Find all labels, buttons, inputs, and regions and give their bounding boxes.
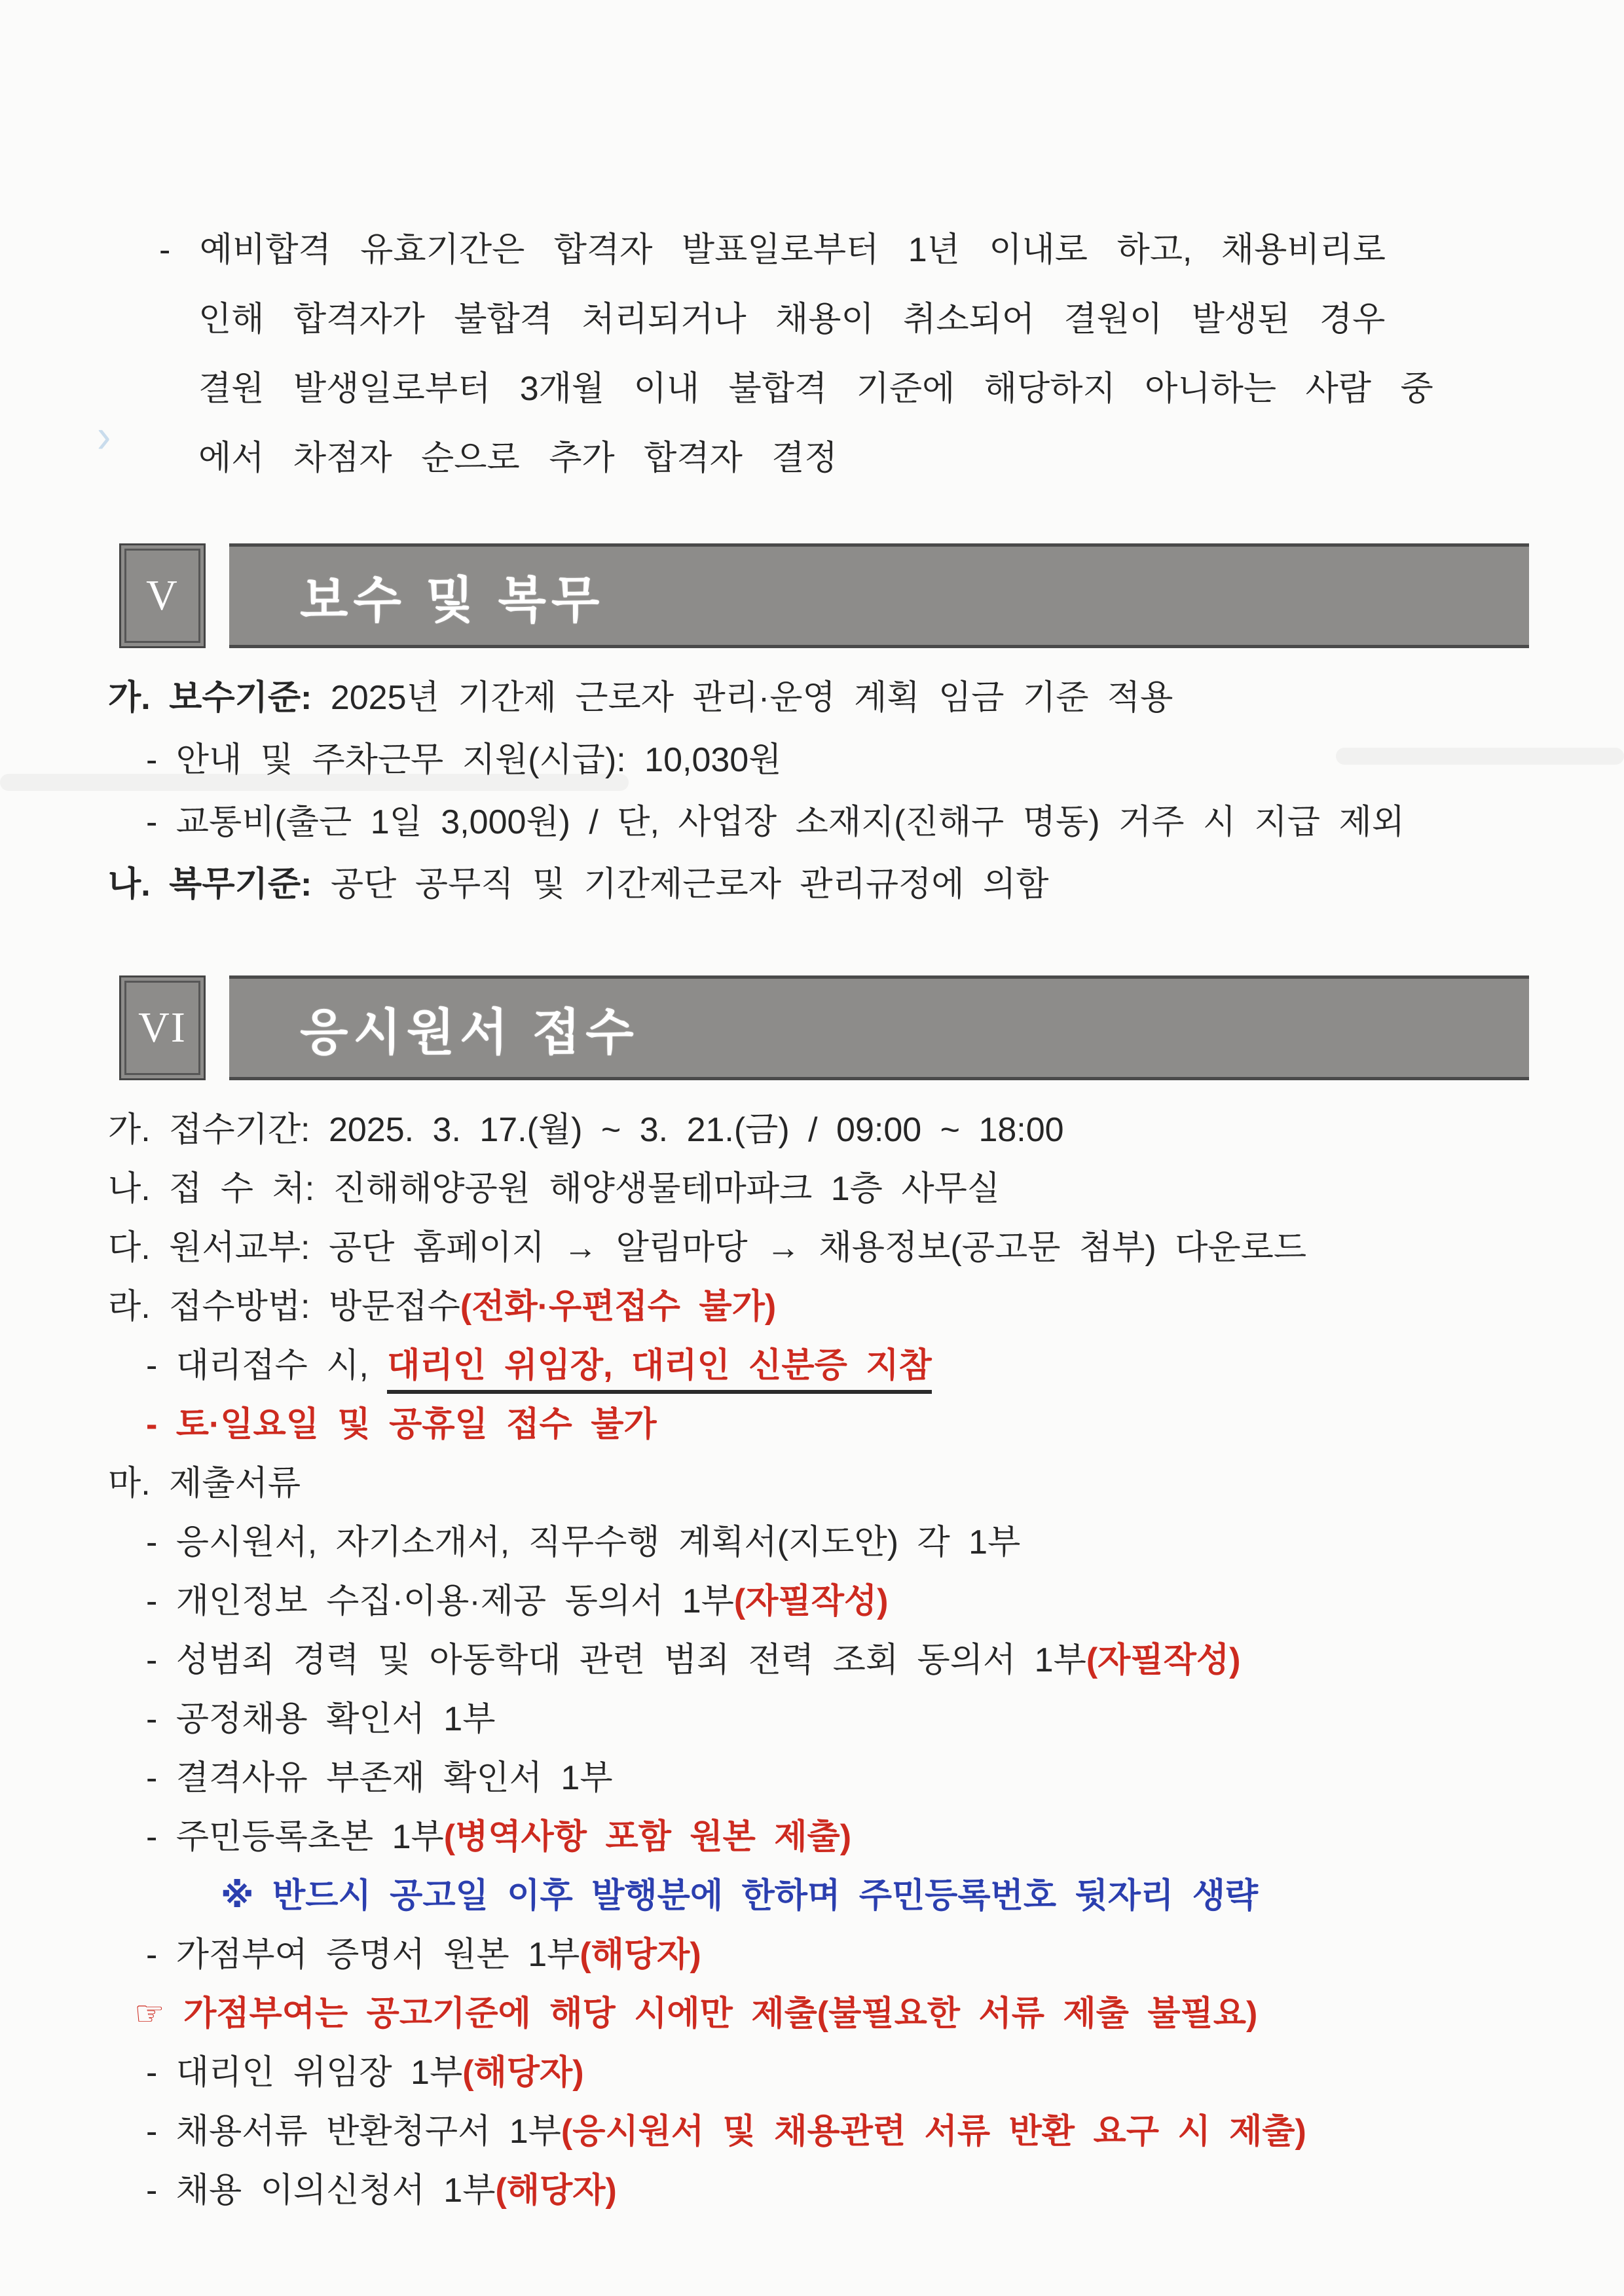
intro-line: 에서 차점자 순으로 추가 합격자 결정 <box>198 439 838 477</box>
vi-item-weekend-closed: - 토·일요일 및 공휴일 접수 불가 <box>146 1406 657 1444</box>
vi-doc-no-disqual: - 결격사유 부존재 확인서 1부 <box>146 1759 613 1797</box>
vi-note-bonus-only: ☞ 가점부여는 공고기준에 해당 시에만 제출(불필요한 서류 제출 불필요) <box>134 1995 1258 2033</box>
section-v-title: 보수 및 복무 <box>300 572 605 629</box>
intro-line: 인해 합격자가 불합격 처리되거나 채용이 취소되어 결원이 발생된 경우 <box>198 301 1386 338</box>
v-item-pay-standard: 가. 보수기준: 2025년 기간제 근로자 관리·운영 계획 임금 기준 적용 <box>108 679 1173 717</box>
section-vi-numeral-box <box>119 975 206 1080</box>
section-vi-body <box>108 1101 1545 2220</box>
vi-doc-proxy-letter: - 대리인 위임장 1부(해당자) <box>146 2054 584 2092</box>
vi-doc-privacy-consent: - 개인정보 수집·이용·제공 동의서 1부(자필작성) <box>146 1582 889 1620</box>
section-vi-title: 응시원서 접수 <box>300 1004 639 1061</box>
section-v-header <box>119 543 1529 648</box>
vi-item-place: 나. 접 수 처: 진해해양공원 해양생물테마파크 1층 사무실 <box>108 1170 1001 1208</box>
vi-item-period: 가. 접수기간: 2025. 3. 17.(월) ~ 3. 21.(금) / 09:00 ~ 18:00 <box>108 1111 1064 1149</box>
section-v-numeral: V <box>146 572 179 619</box>
intro-line: 결원 발생일로부터 3개월 이내 불합격 기준에 해당하지 아니하는 사람 중 <box>198 370 1433 408</box>
vi-item-method: 라. 접수방법: 방문접수(전화·우편접수 불가) <box>108 1288 777 1326</box>
vi-doc-objection: - 채용 이의신청서 1부(해당자) <box>146 2172 617 2210</box>
vi-note-issue-date: ※ 반드시 공고일 이후 발행분에 한하며 주민등록번호 뒷자리 생략 <box>221 1877 1259 1915</box>
v-item-duty-standard: 나. 복무기준: 공단 공무직 및 기간제근로자 관리규정에 의함 <box>108 866 1049 903</box>
vi-doc-crime-check: - 성범죄 경력 및 아동학대 관련 범죄 전력 조회 동의서 1부(자필작성) <box>146 1641 1241 1679</box>
section-v-numeral-box <box>119 543 206 648</box>
vi-doc-bonus-cert: - 가점부여 증명서 원본 1부(해당자) <box>146 1936 701 1974</box>
section-vi-title-bar <box>229 975 1529 1080</box>
vi-doc-return-request: - 채용서류 반환청구서 1부(응시원서 및 채용관련 서류 반환 요구 시 제출) <box>146 2113 1306 2151</box>
intro-line: - 예비합격 유효기간은 합격자 발표일로부터 1년 이내로 하고, 채용비리로 <box>159 231 1386 269</box>
section-v-body <box>108 667 1545 916</box>
v-item-transport-fee: - 교통비(출근 1일 3,000원) / 단, 사업장 소재지(진해구 명동) 거주 시 지급 제외 <box>146 803 1405 841</box>
scan-artifact-chevron: › <box>97 408 111 463</box>
section-v-title-bar <box>229 543 1529 648</box>
section-vi-header <box>119 975 1529 1080</box>
intro-paragraph <box>108 215 1532 493</box>
section-vi-numeral: VI <box>138 1004 187 1051</box>
vi-item-proxy: - 대리접수 시, 대리인 위임장, 대리인 신분증 지참 <box>108 1336 1545 1395</box>
vi-doc-resident-copy: - 주민등록초본 1부(병역사항 포함 원본 제출) <box>146 1818 852 1856</box>
v-item-hourly-wage: - 안내 및 주차근무 지원(시급): 10,030원 <box>146 741 782 779</box>
vi-item-documents: 마. 제출서류 <box>108 1465 301 1503</box>
vi-doc-fair-hire: - 공정채용 확인서 1부 <box>146 1700 496 1738</box>
vi-doc-application: - 응시원서, 자기소개서, 직무수행 계획서(지도안) 각 1부 <box>146 1523 1021 1561</box>
vi-item-form-download: 다. 원서교부: 공단 홈페이지 → 알림마당 → 채용정보(공고문 첨부) 다운로드 <box>108 1229 1307 1267</box>
